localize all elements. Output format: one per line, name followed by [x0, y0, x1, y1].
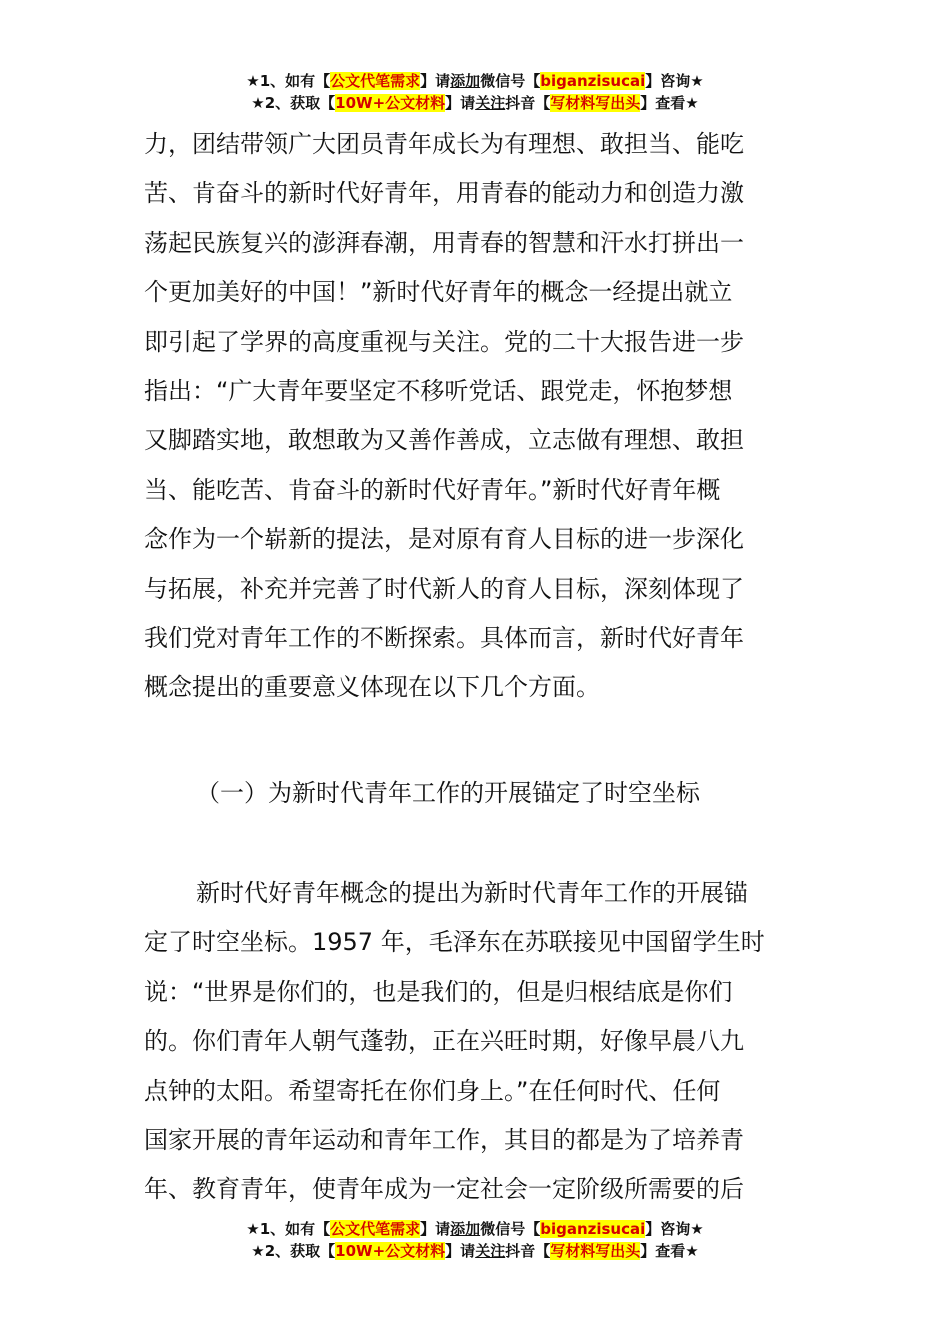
text-line: 点钟的太阳。希望寄托在你们身上。”在任何时代、任何 [144, 1076, 721, 1105]
text-line: 念作为一个崭新的提法，是对原有育人目标的进一步深化 [144, 525, 744, 554]
highlight-wechat-id: biganzisucai [540, 72, 646, 90]
text-line: 定了时空坐标。1957 年，毛泽东在苏联接见中国留学生时 [144, 928, 765, 957]
banner-line-2: ★2、获取【10W+公文材料】请关注抖音【写材料写出头】查看★ [251, 94, 699, 112]
header-banner [0, 70, 950, 114]
text-line: 国家开展的青年运动和青年工作，其目的都是为了培养青 [144, 1126, 744, 1155]
footer-banner [0, 1218, 950, 1262]
highlight-service: 公文代笔需求 [330, 1220, 421, 1238]
paragraph-1 [144, 120, 806, 713]
text-line: 当、能吃苦、肯奋斗的新时代好青年。”新时代好青年概 [144, 475, 721, 504]
text-line: 我们党对青年工作的不断探索。具体而言，新时代好青年 [144, 624, 744, 653]
banner-line-1: ★1、如有【公文代笔需求】请添加微信号【biganzisucai】咨询★ [246, 72, 704, 90]
text-line: 新时代好青年概念的提出为新时代青年工作的开展锚 [196, 879, 748, 907]
text-line: 说：“世界是你们的，也是我们的，但是归根结底是你们 [144, 977, 733, 1006]
text-line: 与拓展，补充并完善了时代新人的育人目标，深刻体现了 [144, 574, 744, 603]
highlight-materials: 10W+公文材料 [335, 1242, 446, 1260]
text-line: 指出：“广大青年要坚定不移听党话、跟党走，怀抱梦想 [144, 377, 733, 406]
text-line: 力，团结带领广大团员青年成长为有理想、敢担当、能吃 [144, 130, 744, 158]
highlight-douyin: 写材料写出头 [550, 1242, 641, 1260]
text-line: 苦、肯奋斗的新时代好青年，用青春的能动力和创造力激 [144, 179, 744, 208]
highlight-douyin: 写材料写出头 [550, 94, 641, 112]
text-line: 年、教育青年，使青年成为一定社会一定阶级所需要的后 [144, 1175, 744, 1204]
banner-line-1: ★1、如有【公文代笔需求】请添加微信号【biganzisucai】咨询★ [246, 1220, 704, 1238]
paragraph-2 [144, 869, 806, 1215]
highlight-materials: 10W+公文材料 [335, 94, 446, 112]
text-line: 的。你们青年人朝气蓬勃，正在兴旺时期，好像早晨八九 [144, 1027, 744, 1056]
text-line: 个更加美好的中国！”新时代好青年的概念一经提出就立 [144, 278, 733, 307]
text-line: 荡起民族复兴的澎湃春潮，用青春的智慧和汗水打拼出一 [144, 228, 744, 257]
banner-line-2: ★2、获取【10W+公文材料】请关注抖音【写材料写出头】查看★ [251, 1242, 699, 1260]
section-heading: （一）为新时代青年工作的开展锚定了时空坐标 [196, 779, 700, 807]
highlight-wechat-id: biganzisucai [540, 1220, 646, 1238]
text-line: 又脚踏实地，敢想敢为又善作善成，立志做有理想、敢担 [144, 426, 744, 455]
text-line: 概念提出的重要意义体现在以下几个方面。 [144, 673, 600, 702]
highlight-service: 公文代笔需求 [330, 72, 421, 90]
text-line: 即引起了学界的高度重视与关注。党的二十大报告进一步 [144, 327, 744, 356]
